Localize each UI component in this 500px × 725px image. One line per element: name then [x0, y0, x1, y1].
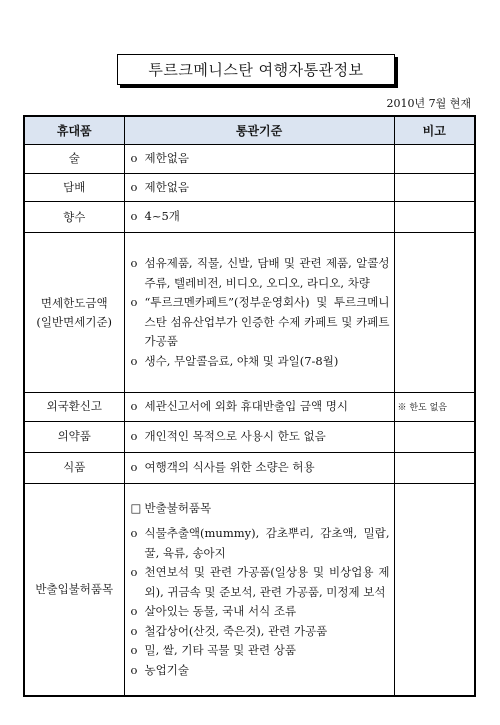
checkbox-icon: □ [130, 500, 142, 515]
item-name-cell [24, 483, 124, 696]
rule-item-text: 철갑상어(산것, 죽은것), 관련 가공품 [144, 623, 328, 638]
rule-item-text: 천연보석 및 관련 가공품(일상용 및 비상업용 제외), 귀금속 및 준보석, 관련 가공품, 미정제 보석 [144, 565, 390, 599]
bullet-icon: o [130, 151, 138, 165]
table-row [24, 452, 475, 483]
rule-cell [124, 233, 394, 393]
rule-item-text: 개인적인 목적으로 사용시 한도 없음 [144, 428, 326, 443]
rule-item-text: 여행객의 식사를 위한 소량은 허용 [144, 459, 315, 474]
as-of-date: 2010년 7월 현재 [386, 97, 471, 110]
item-name-line: (일반면세기준) [36, 314, 113, 329]
rule-item [131, 458, 390, 478]
note-cell [394, 145, 475, 174]
customs-table [23, 115, 476, 697]
bullet-icon: o [130, 459, 138, 474]
table-row [24, 202, 475, 233]
bullet-icon: o [130, 209, 138, 224]
bullet-icon: o [130, 428, 138, 443]
rule-item-text: 생수, 무알콜음료, 야채 및 과일(7-8월) [144, 353, 339, 368]
item-name-cell [24, 202, 124, 233]
rule-item-text: 식물추출액(mummy), 감초뿌리, 감초액, 밀랍, 꿀, 육류, 송아지 [144, 526, 390, 560]
rule-item [131, 352, 390, 372]
bullet-icon: o [130, 256, 138, 270]
rule-item [131, 622, 390, 642]
table-row [24, 233, 475, 393]
rule-item [131, 254, 390, 293]
item-name-line: 술 [68, 151, 80, 166]
item-name-cell [24, 173, 124, 202]
rule-item-text: 섬유제품, 직물, 신발, 담배 및 관련 제품, 알콜성 주류, 텔레비전, 비디오, 오디오, 라디오, 차량 [144, 256, 390, 290]
item-name-line: 식품 [63, 460, 86, 474]
bullet-icon: o [130, 353, 138, 368]
note-cell [394, 483, 475, 696]
rule-item [131, 524, 390, 563]
rule-item [131, 602, 390, 622]
rule-cell [124, 173, 394, 202]
header-item: 휴대품 [24, 116, 124, 145]
rule-item-text: 4~5개 [144, 209, 180, 224]
document-title-text: 투르크메니스탄 여행자통관정보 [148, 61, 364, 79]
rule-item [131, 563, 390, 602]
rule-item [131, 149, 390, 169]
rule-item-text: 밀, 쌀, 기타 곡물 및 관련 상품 [144, 643, 296, 657]
item-name-cell [24, 452, 124, 483]
item-name-line: 향수 [63, 209, 86, 224]
note-cell [394, 202, 475, 233]
rule-item [131, 293, 390, 352]
rule-item [131, 427, 390, 447]
table-row [24, 173, 475, 202]
note-cell [394, 421, 475, 452]
rule-subheader [131, 499, 390, 519]
rule-item-text: 세관신고서에 외화 휴대반출입 금액 명시 [144, 399, 348, 413]
bullet-icon: o [130, 623, 138, 638]
note-cell [394, 173, 475, 202]
header-rule: 통관기준 [124, 116, 394, 145]
rule-item-text: 제한없음 [144, 179, 189, 194]
item-name-line: 외국환신고 [46, 399, 103, 414]
note-cell [394, 452, 475, 483]
table-row [24, 393, 475, 422]
document-title [117, 54, 395, 85]
rule-cell [124, 483, 394, 696]
item-name-cell [24, 145, 124, 174]
bullet-icon: o [130, 399, 138, 413]
rule-item [131, 661, 390, 681]
item-name-cell [24, 393, 124, 422]
item-name-line: 의약품 [57, 429, 91, 443]
rule-item-text: 살아있는 동물, 국내 서식 조류 [144, 604, 297, 618]
bullet-icon: o [130, 662, 138, 677]
item-name-cell [24, 421, 124, 452]
table-row [24, 421, 475, 452]
rule-item [131, 178, 390, 198]
bullet-icon: o [130, 604, 138, 618]
item-name-cell [24, 233, 124, 393]
rule-item [131, 397, 390, 417]
note-cell: ※ 한도 없음 [394, 393, 475, 422]
bullet-icon: o [130, 565, 138, 579]
rule-item [131, 641, 390, 661]
bullet-icon: o [130, 295, 138, 309]
rule-cell [124, 452, 394, 483]
rule-cell [124, 393, 394, 422]
note-cell [394, 233, 475, 393]
item-name-line: 담배 [63, 179, 86, 194]
bullet-icon: o [130, 526, 138, 540]
bullet-icon: o [130, 179, 138, 194]
rule-cell [124, 145, 394, 174]
rule-item [131, 207, 390, 227]
rule-subheader-text: 반출불허품목 [144, 500, 212, 515]
header-note: 비고 [394, 116, 475, 145]
bullet-icon: o [130, 643, 138, 657]
table-header-row [24, 116, 475, 145]
rule-item-text: “투르크멘카페트”(정부운영회사) 및 투르크메니스탄 섬유산업부가 인증한 수제 카페트 및 카페트 가공품 [144, 295, 390, 348]
item-name-line: 반출입불허품목 [35, 581, 114, 596]
table-row [24, 145, 475, 174]
rule-item-text: 농업기술 [144, 662, 189, 677]
rule-item-text: 제한없음 [144, 151, 189, 165]
rule-cell [124, 421, 394, 452]
item-name-line: 면세한도금액 [40, 295, 108, 310]
table-row [24, 483, 475, 696]
rule-cell [124, 202, 394, 233]
